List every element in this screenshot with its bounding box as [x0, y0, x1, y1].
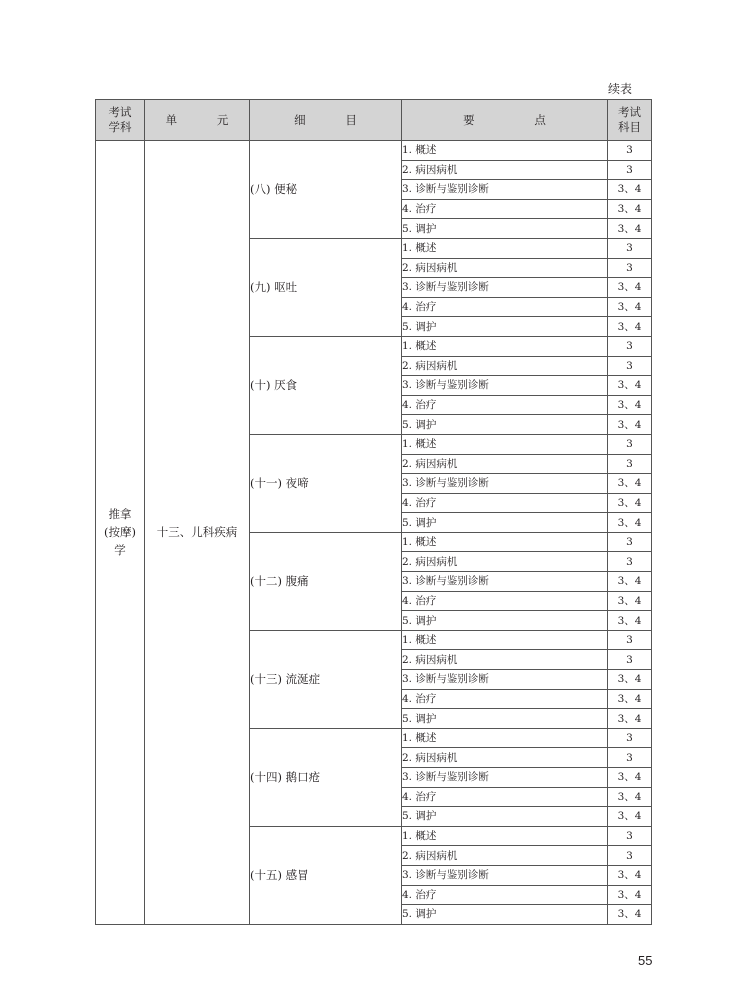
exam-subject-cell: 3、4: [608, 689, 652, 709]
key-point-cell: 1. 概述: [402, 141, 608, 161]
key-point-cell: 4. 治疗: [402, 689, 608, 709]
exam-subject-cell: 3、4: [608, 513, 652, 533]
key-point-cell: 3. 诊断与鉴别诊断: [402, 180, 608, 200]
key-point-cell: 3. 诊断与鉴别诊断: [402, 278, 608, 298]
exam-subject-cell: 3、4: [608, 611, 652, 631]
exam-subject-cell: 3: [608, 454, 652, 474]
key-point-cell: 2. 病因病机: [402, 846, 608, 866]
key-point-cell: 2. 病因病机: [402, 748, 608, 768]
key-point-cell: 3. 诊断与鉴别诊断: [402, 670, 608, 690]
header-subject: 考试 学科: [96, 100, 145, 141]
key-point-cell: 3. 诊断与鉴别诊断: [402, 572, 608, 592]
topic-cell: (十一) 夜啼: [250, 434, 402, 532]
header-points: 要 点: [402, 100, 608, 141]
subject-cell: [96, 141, 145, 925]
key-point-cell: 2. 病因病机: [402, 650, 608, 670]
syllabus-table: [95, 99, 652, 925]
key-point-cell: 1. 概述: [402, 238, 608, 258]
key-point-cell: 1. 概述: [402, 826, 608, 846]
exam-subject-cell: 3、4: [608, 317, 652, 337]
key-point-cell: 4. 治疗: [402, 787, 608, 807]
topic-cell: (十四) 鹅口疮: [250, 728, 402, 826]
exam-subject-cell: 3、4: [608, 709, 652, 729]
key-point-cell: 5. 调护: [402, 807, 608, 827]
exam-subject-cell: 3、4: [608, 219, 652, 239]
table-row: [96, 141, 652, 161]
key-point-cell: 4. 治疗: [402, 493, 608, 513]
key-point-cell: 2. 病因病机: [402, 258, 608, 278]
exam-subject-cell: 3: [608, 826, 652, 846]
key-point-cell: 5. 调护: [402, 317, 608, 337]
exam-subject-cell: 3: [608, 356, 652, 376]
exam-subject-cell: 3: [608, 846, 652, 866]
subject-line: 推拿: [108, 507, 132, 522]
key-point-cell: 4. 治疗: [402, 591, 608, 611]
key-point-cell: 4. 治疗: [402, 199, 608, 219]
exam-subject-cell: 3、4: [608, 768, 652, 788]
topic-cell: (九) 呕吐: [250, 238, 402, 336]
exam-subject-cell: 3: [608, 630, 652, 650]
key-point-cell: 3. 诊断与鉴别诊断: [402, 474, 608, 494]
page-number: 55: [638, 953, 653, 968]
exam-subject-cell: 3、4: [608, 474, 652, 494]
key-point-cell: 4. 治疗: [402, 885, 608, 905]
exam-subject-cell: 3: [608, 258, 652, 278]
topic-cell: (八) 便秘: [250, 141, 402, 239]
exam-subject-cell: 3、4: [608, 591, 652, 611]
exam-subject-cell: 3、4: [608, 395, 652, 415]
exam-subject-cell: 3: [608, 238, 652, 258]
topic-cell: (十) 厌食: [250, 336, 402, 434]
key-point-cell: 4. 治疗: [402, 395, 608, 415]
exam-subject-cell: 3、4: [608, 199, 652, 219]
exam-subject-cell: 3、4: [608, 493, 652, 513]
key-point-cell: 1. 概述: [402, 630, 608, 650]
exam-subject-cell: 3: [608, 532, 652, 552]
table-header-row: [96, 100, 652, 141]
key-point-cell: 5. 调护: [402, 709, 608, 729]
key-point-cell: 5. 调护: [402, 219, 608, 239]
exam-subject-cell: 3、4: [608, 885, 652, 905]
topic-cell: (十二) 腹痛: [250, 532, 402, 630]
exam-subject-cell: 3: [608, 728, 652, 748]
key-point-cell: 1. 概述: [402, 434, 608, 454]
key-point-cell: 3. 诊断与鉴别诊断: [402, 865, 608, 885]
exam-subject-cell: 3、4: [608, 807, 652, 827]
key-point-cell: 2. 病因病机: [402, 552, 608, 572]
key-point-cell: 3. 诊断与鉴别诊断: [402, 768, 608, 788]
exam-subject-cell: 3: [608, 552, 652, 572]
key-point-cell: 2. 病因病机: [402, 454, 608, 474]
key-point-cell: 4. 治疗: [402, 297, 608, 317]
key-point-cell: 5. 调护: [402, 611, 608, 631]
exam-subject-cell: 3: [608, 434, 652, 454]
key-point-cell: 5. 调护: [402, 415, 608, 435]
topic-cell: (十三) 流涎症: [250, 630, 402, 728]
exam-subject-cell: 3: [608, 650, 652, 670]
exam-subject-cell: 3: [608, 336, 652, 356]
key-point-cell: 3. 诊断与鉴别诊断: [402, 376, 608, 396]
table-body: [96, 141, 652, 925]
exam-subject-cell: 3、4: [608, 180, 652, 200]
exam-subject-cell: 3、4: [608, 572, 652, 592]
header-unit: 单 元: [145, 100, 250, 141]
key-point-cell: 1. 概述: [402, 532, 608, 552]
key-point-cell: 1. 概述: [402, 336, 608, 356]
key-point-cell: 5. 调护: [402, 905, 608, 925]
exam-subject-cell: 3、4: [608, 278, 652, 298]
subject-line: (按摩): [104, 525, 136, 540]
exam-subject-cell: 3、4: [608, 376, 652, 396]
header-topic: 细 目: [250, 100, 402, 141]
exam-subject-cell: 3、4: [608, 297, 652, 317]
exam-subject-cell: 3、4: [608, 670, 652, 690]
key-point-cell: 2. 病因病机: [402, 160, 608, 180]
exam-subject-cell: 3、4: [608, 865, 652, 885]
key-point-cell: 5. 调护: [402, 513, 608, 533]
header-exam: 考试 科目: [608, 100, 652, 141]
exam-subject-cell: 3、4: [608, 415, 652, 435]
exam-subject-cell: 3、4: [608, 905, 652, 925]
unit-cell: 十三、儿科疾病: [145, 141, 250, 925]
exam-subject-cell: 3: [608, 160, 652, 180]
subject-line: 学: [114, 543, 126, 558]
key-point-cell: 2. 病因病机: [402, 356, 608, 376]
key-point-cell: 1. 概述: [402, 728, 608, 748]
continued-table-label: 续表: [608, 82, 633, 96]
topic-cell: (十五) 感冒: [250, 826, 402, 924]
exam-subject-cell: 3、4: [608, 787, 652, 807]
exam-subject-cell: 3: [608, 141, 652, 161]
exam-subject-cell: 3: [608, 748, 652, 768]
